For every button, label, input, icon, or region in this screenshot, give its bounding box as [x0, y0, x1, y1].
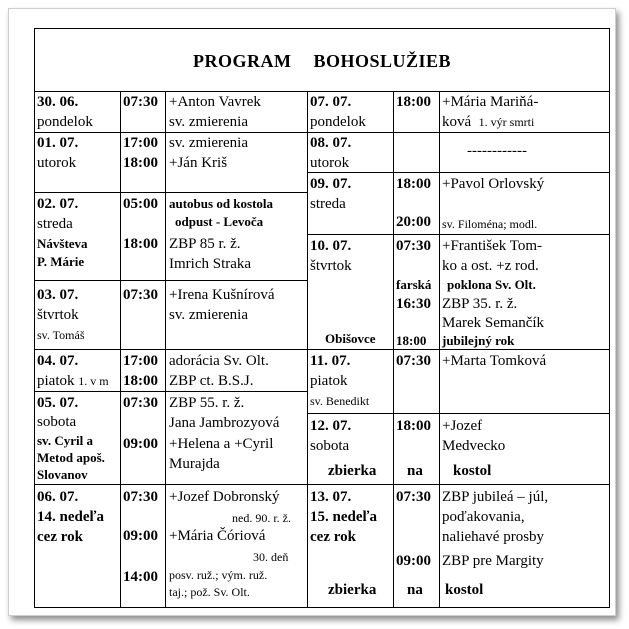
intention-text: ZBP 85 r. ž.: [169, 236, 241, 252]
date-label: 08. 07.: [310, 135, 352, 151]
day-label: pondelok: [310, 114, 366, 130]
intention-note: taj.; pož. Sv. Olt.: [169, 585, 250, 599]
day-label: sobota: [37, 414, 77, 430]
time-label: 18:00: [396, 94, 431, 110]
intention-text: poklona Sv. Olt.: [447, 277, 536, 292]
intention-text: sv. zmierenia: [169, 114, 248, 130]
time-label: 07:30: [396, 489, 431, 505]
time-label: 09:00: [123, 436, 158, 452]
time-label: 18:00: [396, 176, 431, 192]
time-label: 14:00: [123, 569, 158, 585]
intention-text: jubilejný rok: [442, 333, 515, 348]
time-label: 18:00: [123, 155, 158, 171]
time-label: 09:00: [396, 553, 431, 569]
date-label: 04. 07.: [37, 353, 79, 369]
feast-label: Slovanov: [37, 467, 88, 482]
date-label: 05. 07.: [37, 395, 79, 411]
day-label: utorok: [310, 155, 350, 171]
collection-label: na: [407, 582, 423, 598]
intention-text: Jana Jambrozyová: [169, 415, 280, 431]
time-label: 20:00: [396, 214, 431, 230]
intention-text: autobus od kostola: [169, 196, 274, 211]
intention-text: +Irena Kušnírová: [169, 287, 275, 303]
collection-label: kostol: [453, 463, 492, 479]
place-label: Obišovce: [325, 331, 376, 346]
date-label: 09. 07.: [310, 176, 352, 192]
date-label: 06. 07.: [37, 489, 79, 505]
intention-text: +Helena a +Cyril: [169, 436, 274, 452]
time-label: 17:00: [123, 135, 158, 151]
intention-text: naliehavé prosby: [442, 529, 545, 545]
saint-label: sv. Benedikt: [310, 394, 370, 408]
time-label: farská: [396, 277, 432, 292]
intention-text: Murajda: [169, 456, 220, 472]
day-label: sobota: [310, 438, 350, 454]
time-label: 07:30: [123, 395, 158, 411]
time-label: 05:00: [123, 196, 158, 212]
day-label: cez rok: [310, 529, 356, 545]
intention-note: 30. deň: [253, 550, 289, 564]
intention-text: +Pavol Orlovský: [442, 176, 545, 192]
time-label: 17:00: [123, 353, 158, 369]
intention-text: sv. zmierenia: [169, 135, 248, 151]
intention-text: ko a ost. +z rod.: [442, 258, 539, 274]
intention-text: +Mária Čóriová: [169, 528, 266, 544]
date-label: 12. 07.: [310, 418, 352, 434]
title-word-program: PROGRAM: [192, 51, 292, 71]
date-label: 10. 07.: [310, 238, 352, 254]
day-label: streda: [37, 216, 73, 232]
intention-note: ned. 90. r. ž.: [232, 511, 291, 525]
feast-label: P. Márie: [37, 254, 85, 269]
date-label: 01. 07.: [37, 135, 79, 151]
date-label: 02. 07.: [37, 196, 79, 212]
intention-text: +František Tom-: [442, 238, 543, 254]
page-title: [35, 51, 609, 72]
time-label: 18:00: [123, 373, 158, 389]
day-label: piatok: [310, 373, 348, 389]
intention-text: +Anton Vavrek: [169, 94, 261, 110]
intention-text: +Jozef: [442, 418, 483, 434]
intention-text: +Ján Kriš: [169, 155, 228, 171]
day-label: cez rok: [37, 529, 83, 545]
collection-label: kostol: [445, 582, 484, 598]
day-label: streda: [310, 196, 346, 212]
intention-text: +Mária Mariňá-: [442, 94, 539, 110]
schedule-table: [34, 28, 610, 608]
intention-text: adorácia Sv. Olt.: [169, 353, 269, 369]
feast-label: Návšteva: [37, 236, 88, 251]
date-label: 11. 07.: [310, 353, 351, 369]
time-label: 07:30: [123, 94, 158, 110]
time-label: 07:30: [123, 489, 158, 505]
intention-note: posv. ruž.; vým. ruž.: [169, 568, 268, 582]
time-label: 16:30: [396, 296, 431, 312]
intention-text: Marek Semančík: [442, 315, 545, 331]
intention-text: Medvecko: [442, 438, 506, 454]
date-label: 30. 06.: [37, 94, 79, 110]
feast-label: sv. Cyril a: [37, 433, 93, 448]
day-label: utorok: [37, 155, 77, 171]
intention-text: Imrich Straka: [169, 256, 252, 272]
date-label: 03. 07.: [37, 287, 79, 303]
intention-text: ZBP pre Margity: [442, 553, 544, 569]
day-label: 15. nedeľa: [310, 509, 378, 525]
day-label: piatok 1. v m: [37, 373, 109, 389]
intention-text: ZBP 55. r. ž.: [169, 395, 245, 411]
collection-label: zbierka: [328, 463, 377, 479]
intention-text: ZBP 35. r. ž.: [442, 296, 518, 312]
time-label: 18:00: [123, 236, 158, 252]
date-label: 07. 07.: [310, 94, 352, 110]
intention-text: poďakovania,: [442, 509, 525, 525]
title-word-services: BOHOSLUŽIEB: [313, 51, 452, 71]
day-label: štvrtok: [37, 307, 79, 323]
intention-text: odpust - Levoča: [175, 214, 264, 229]
collection-label: na: [407, 463, 423, 479]
intention-text: +Marta Tomková: [442, 353, 547, 369]
time-label: 18:00: [396, 418, 431, 434]
intention-text: ková 1. výr smrti: [442, 114, 535, 130]
time-label: 07:30: [396, 353, 431, 369]
time-label: 07:30: [396, 238, 431, 254]
day-label: štvrtok: [310, 258, 352, 274]
day-label: 14. nedeľa: [37, 509, 105, 525]
date-label: 13. 07.: [310, 489, 352, 505]
intention-text: +Jozef Dobronský: [169, 489, 280, 505]
intention-text: sv. zmierenia: [169, 307, 248, 323]
intention-note: sv. Filoména; modl.: [442, 217, 538, 231]
intention-text: ZBP ct. B.S.J.: [169, 373, 254, 389]
intention-text: ZBP jubileá – júl,: [442, 489, 549, 505]
feast-label: Metod apoš.: [37, 450, 105, 465]
time-label: 07:30: [123, 287, 158, 303]
day-label: pondelok: [37, 114, 93, 130]
saint-label: sv. Tomáš: [37, 328, 85, 342]
time-label: 18:00: [396, 333, 427, 348]
time-label: 09:00: [123, 528, 158, 544]
empty-dashes: ------------: [467, 143, 527, 159]
collection-label: zbierka: [328, 582, 377, 598]
